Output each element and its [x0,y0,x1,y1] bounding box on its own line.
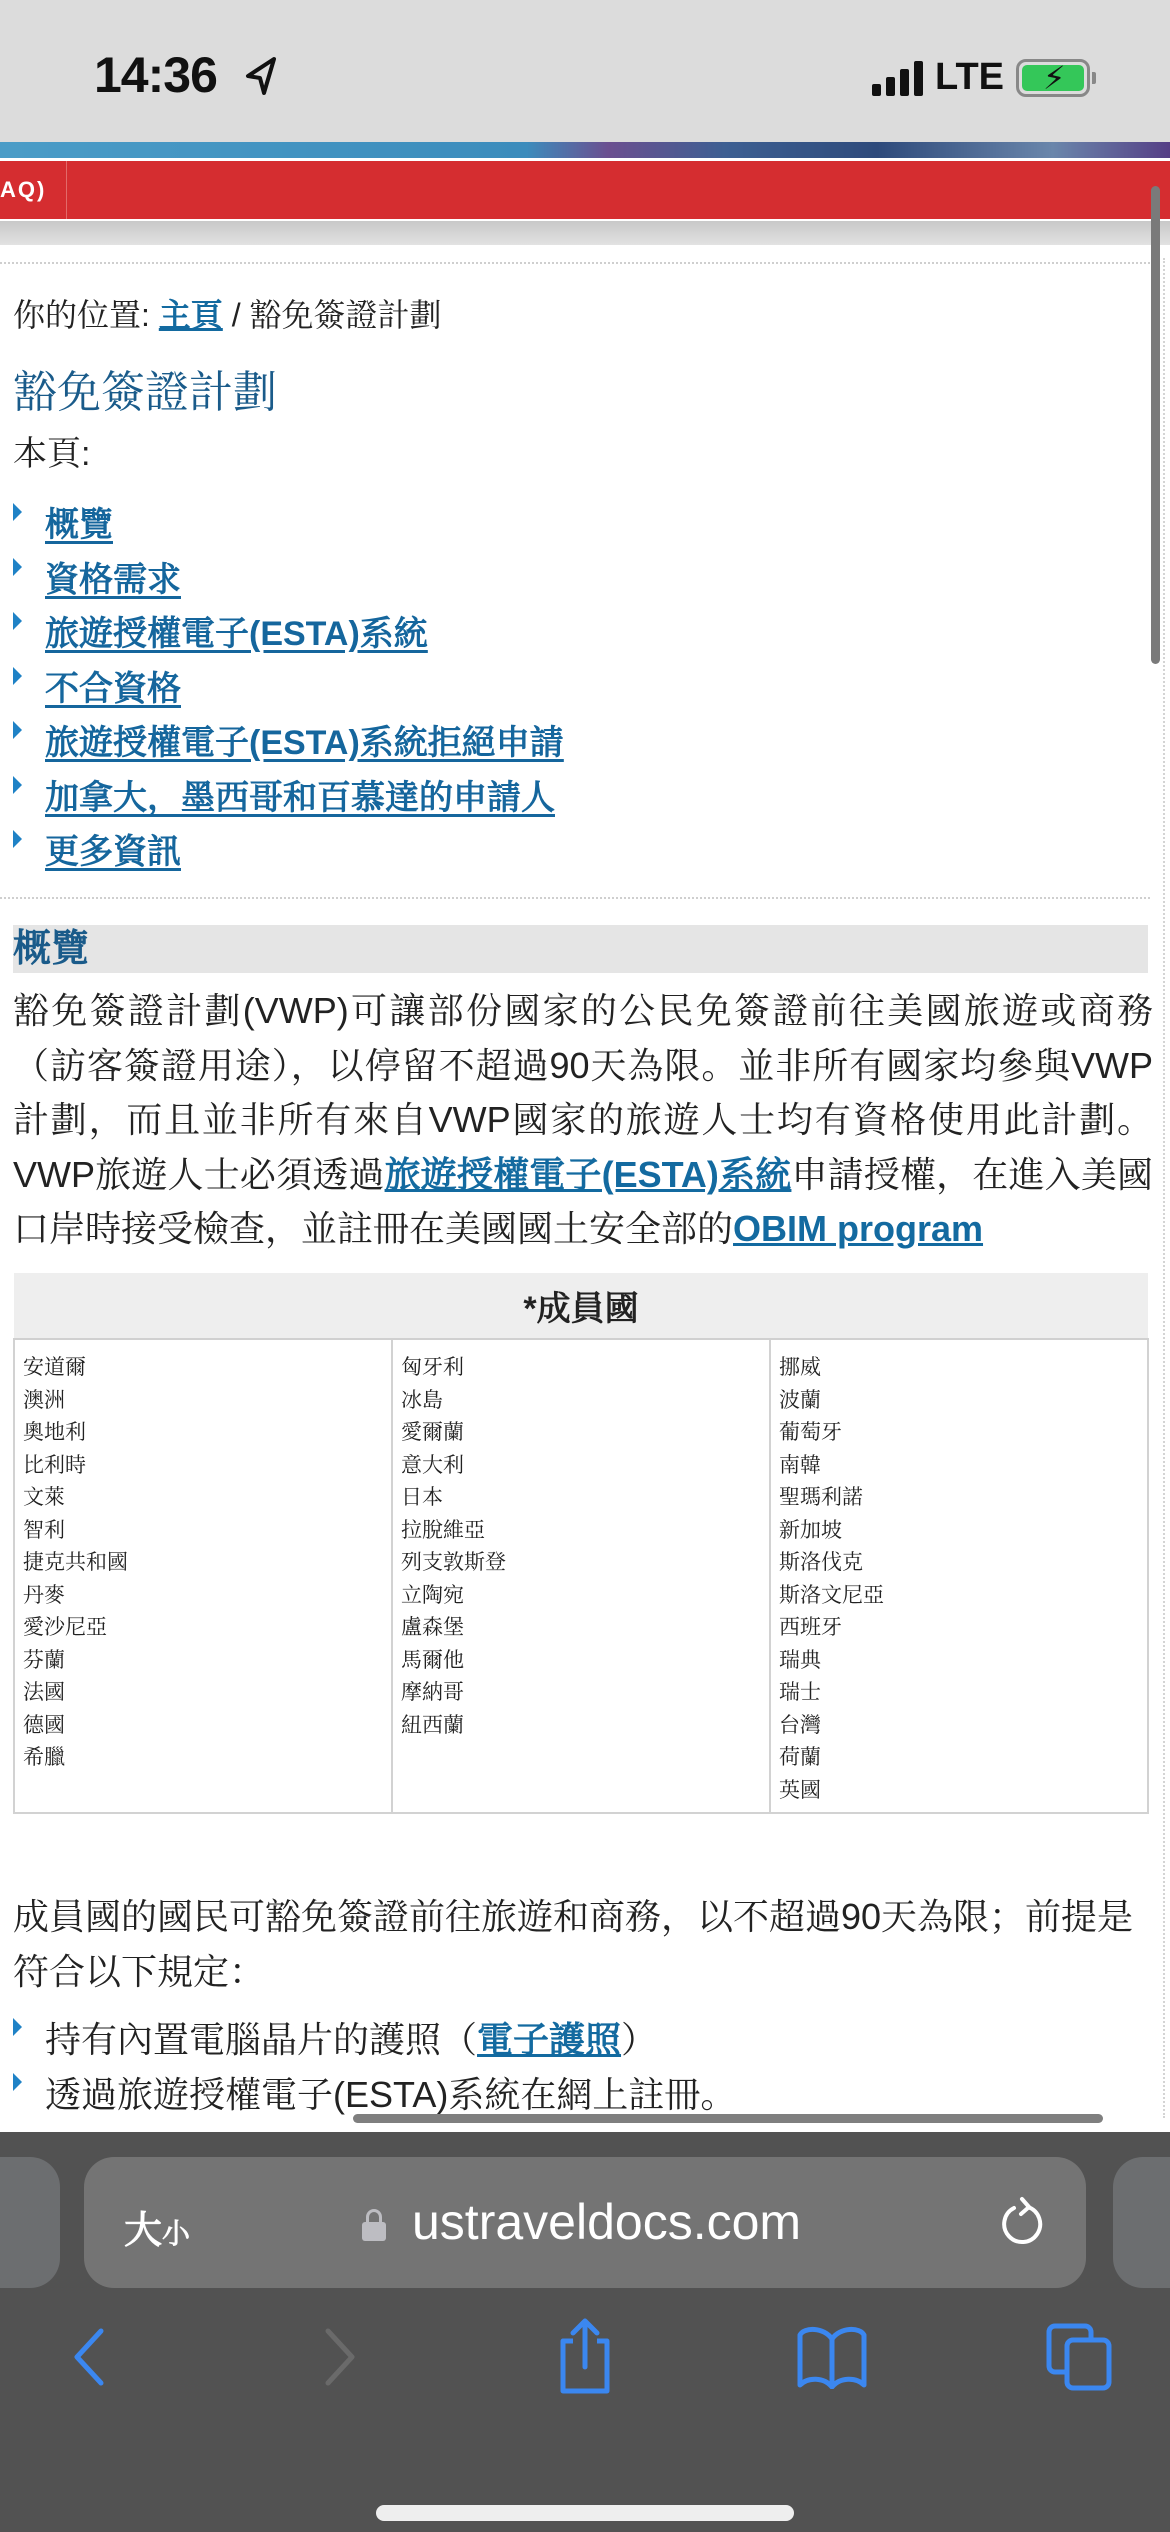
toc-link-esta[interactable]: 旅遊授權電子(ESTA)系統 [45,615,428,653]
toc-item [13,552,564,607]
country-name: 新加坡 [779,1518,842,1542]
toc-item [13,715,564,770]
overview-paragraph [13,984,1153,1257]
status-time [94,46,278,108]
country-name: 南韓 [779,1453,821,1477]
requirement-item [13,2067,736,2122]
table-of-contents [13,497,564,879]
country-name: 英國 [779,1778,821,1802]
overview-text: 申請授權，在進入美國口岸時接受檢查，並註冊在美國國土安全部的 [13,1153,1153,1249]
country-name: 丹麥 [23,1583,65,1607]
previous-tab-peek[interactable] [0,2157,60,2288]
country-name: 列支敦斯登 [401,1551,506,1574]
country-name: 葡萄牙 [779,1421,842,1444]
bullet-arrow-icon [13,612,22,630]
country-name: 聖瑪利諾 [779,1486,863,1509]
bullet-arrow-icon [13,776,22,794]
toc-link-eligibility[interactable]: 資格需求 [45,560,181,599]
breadcrumb-home-link[interactable]: 主頁 [158,297,223,333]
battery-charging-icon: ⚡ [1016,59,1090,97]
country-name: 拉脫維亞 [401,1518,485,1542]
horizontal-scrollbar[interactable] [353,2114,1103,2123]
country-name: 安道爾 [23,1356,86,1379]
toc-item [13,497,564,552]
e-passport-link[interactable]: 電子護照 [477,2019,622,2060]
status-bar [0,0,1170,142]
breadcrumb-prefix: 你的位置: [13,297,150,333]
country-name: 台灣 [779,1713,821,1737]
safari-toolbar [0,2312,1170,2422]
site-banner [0,142,1170,158]
bullet-arrow-icon [13,830,22,848]
location-arrow-icon [244,50,278,108]
toc-link-canada-mexico-bermuda[interactable]: 加拿大，墨西哥和百慕達的申請人 [45,778,555,817]
forward-icon [320,2327,360,2387]
table-header: *成員國 [14,1273,1148,1339]
toc-item [13,770,564,825]
share-button[interactable] [540,2312,630,2402]
divider [0,262,1150,264]
breadcrumb-separator: / [231,297,250,333]
nav-divider [66,161,67,219]
country-name: 澳洲 [23,1388,65,1412]
bookmarks-button[interactable] [787,2312,877,2402]
status-indicators [872,56,1090,99]
content-edge [1163,258,1165,2118]
requirement-text: 透過旅遊授權電子(ESTA)系統在網上註冊。 [45,2073,737,2115]
overview-text: 豁免簽證計劃(VWP)可讓部份國家的公民免簽證前往美國旅遊或商務（訪客簽證用途），以停留不超過90天為限。並非所有國家均參與VWP計劃，而且並非所有來自VWP國家的旅遊人士均有資格使用此計劃。VWP旅遊人士必須透過 [13,990,1153,1195]
country-name: 意大利 [401,1453,464,1477]
on-this-page-label: 本頁: [13,435,91,473]
toc-item [13,606,564,661]
tabs-icon [1045,2322,1115,2392]
country-name: 紐西蘭 [401,1713,464,1737]
signal-icon [872,60,923,96]
country-name: 比利時 [23,1453,86,1477]
country-name: 希臘 [23,1746,65,1769]
country-name: 斯洛伐克 [779,1551,863,1574]
home-indicator[interactable] [376,2505,794,2521]
tabs-button[interactable] [1035,2312,1125,2402]
bullet-arrow-icon [13,721,22,739]
nav-shadow [0,221,1170,245]
toc-link-esta-denial[interactable]: 旅遊授權電子(ESTA)系統拒絕申請 [45,724,564,762]
country-name: 立陶宛 [401,1583,464,1607]
reload-icon[interactable] [994,2195,1050,2251]
bookmarks-icon [794,2325,870,2389]
bullet-arrow-icon [13,2073,22,2091]
toc-link-more-info[interactable]: 更多資訊 [45,833,181,871]
toc-item [13,824,564,879]
url-text[interactable]: ustraveldocs.com [412,2194,802,2250]
country-name: 斯洛文尼亞 [779,1583,884,1607]
breadcrumb [13,290,442,336]
bullet-arrow-icon [13,2018,22,2036]
page-title: 豁免簽證計劃 [13,368,277,417]
country-name: 奧地利 [23,1421,86,1444]
country-column [14,1339,392,1813]
country-name: 文萊 [23,1486,65,1509]
toc-item [13,661,564,716]
section-heading-overview: 概覽 [13,925,1148,973]
back-icon [69,2327,109,2387]
member-countries-table [13,1273,1149,1814]
text-size-big: 大 [124,2210,163,2252]
bullet-arrow-icon [13,558,22,576]
country-name: 智利 [23,1518,65,1542]
address-bar[interactable] [84,2157,1086,2288]
clock: 14:36 [94,47,217,103]
back-button[interactable] [44,2312,134,2402]
country-column [392,1339,770,1813]
country-name: 捷克共和國 [23,1551,128,1574]
esta-link[interactable]: 旅遊授權電子(ESTA)系統 [384,1153,792,1195]
toc-link-overview[interactable]: 概覽 [45,506,113,544]
bullet-arrow-icon [13,667,22,685]
country-name: 匈牙利 [401,1356,464,1379]
requirement-item [13,2012,736,2067]
bullet-arrow-icon [13,503,22,521]
requirements-intro: 成員國的國民可豁免簽證前往旅遊和商務，以不超過90天為限；前提是符合以下規定： [13,1896,1134,1992]
requirements-list [13,2012,736,2121]
country-name: 愛爾蘭 [401,1421,464,1444]
country-column [770,1339,1148,1813]
requirement-suffix: ） [621,2019,658,2060]
obim-program-link[interactable]: OBIM program [733,1208,984,1249]
safari-bottom-bar [0,2132,1170,2532]
country-name: 瑞士 [779,1681,821,1704]
text-size-button[interactable] [124,2199,190,2254]
country-name: 芬蘭 [23,1648,65,1672]
country-name: 馬爾他 [401,1648,464,1672]
share-icon [553,2317,617,2397]
country-name: 荷蘭 [779,1746,821,1769]
lock-icon [362,2209,386,2241]
divider [0,897,1150,899]
toc-link-ineligibility[interactable]: 不合資格 [45,669,181,708]
next-tab-peek[interactable] [1113,2157,1170,2288]
vertical-scrollbar[interactable] [1151,186,1160,664]
nav-item-faq[interactable]: AQ) [0,177,47,202]
country-name: 法國 [23,1681,65,1704]
text-size-small: 小 [162,2218,191,2249]
country-name: 摩納哥 [401,1681,464,1704]
country-name: 波蘭 [779,1388,821,1412]
country-name: 冰島 [401,1388,443,1412]
country-name: 日本 [401,1486,443,1509]
site-nav-bar [0,161,1170,219]
country-name: 挪威 [779,1356,821,1379]
breadcrumb-current: 豁免簽證計劃 [249,297,442,333]
country-name: 愛沙尼亞 [23,1616,107,1639]
country-name: 盧森堡 [401,1616,464,1639]
forward-button[interactable] [295,2312,385,2402]
country-name: 瑞典 [779,1648,821,1672]
country-name: 德國 [23,1713,65,1737]
network-type: LTE [935,56,1004,98]
requirement-text: 持有內置電腦晶片的護照（ [45,2019,478,2060]
country-name: 西班牙 [779,1616,842,1639]
